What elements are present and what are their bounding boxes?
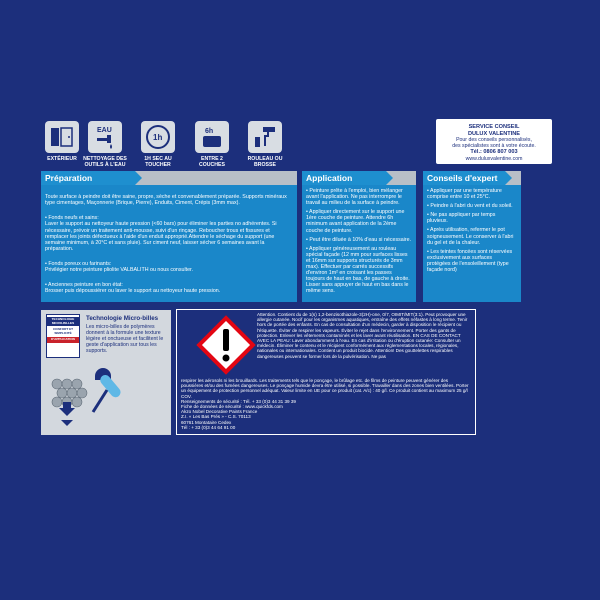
conseils-panel [423, 171, 521, 302]
contact-line: Tél : + 33 (0)3 44 64 91 00 [181, 424, 236, 430]
preparation-intro: Toute surface à peindre doit être saine, propre, sèche et convenablement préparée. Supports minéraux type cimentages, Maçonnerie (Brique, Pierre), Enduits, Ciment, Crépis (3mm max). [45, 194, 287, 207]
icon-label-sec: 1H SEC AU TOUCHER [144, 156, 172, 168]
contact-line: Akzo Nobel Decorative Paints France [181, 409, 258, 415]
icon-label-couches: ENTRE 2 COUCHES [199, 156, 225, 168]
contact-line: 60761 Montataire Cedex [181, 419, 232, 425]
stopwatch-icon-text: 6h [205, 128, 214, 135]
preparation-body [41, 185, 297, 302]
application-item: • Peinture prête à l'emploi, bien mélanger avant l'application. Ne pas interrompre le travail au milieu de la surface à peindre. [306, 188, 403, 207]
contact-line: Z.I. « Les Bas Prés » - C.S. 70113 [181, 414, 251, 420]
service-conseil-box [436, 119, 552, 164]
contact-line: Fiche de données de sécurité : www.quickfds.com [181, 404, 283, 410]
attention-text-bottom [181, 378, 471, 430]
application-item: • Peut être diluée à 10% d'eau si nécessaire. [306, 236, 412, 243]
attention-warning-text: Attention. Contient du de 1(s) 1,2-benzisothiazole-3(2H)-one, 0/7, OIMIT/MIT(3:1). Peut provoquer une allergie cutanée. Nocif pour les organismes aquatiques, entraîne des effets néfastes à long terme. Tenir hors de portée des enfants. En cas de consultation d'un médecin, garder à disposition le récipient ou l'étiquette. Éviter de respirer les vapeurs. Éviter le rejet dans l'environnement. Porter des gants de protection. Enlever les vêtements contaminés et les laver avant réutilisation. EN CAS DE CONTACT AVEC LA PEAU: Laver abondamment à l'eau. En cas d'irritation ou d'éruption cutanée: Consulter un médecin. Éliminer le contenu et le récipient conformément aux réglementations locales, régionales, nationales ou internationales. Contient un produit biocide. Attention! Des gouttelettes respirables dangereuses peuvent se former lors de la pulvérisation. Ne pas [257, 312, 468, 359]
icon-label-exterieur: EXTÉRIEUR [47, 156, 77, 162]
roller-brush-icon [248, 121, 282, 153]
clock-icon [141, 121, 175, 153]
badge-red-text: D'APPLICATION [47, 337, 79, 343]
application-body [302, 185, 416, 302]
conseils-item: • Les teintes foncées sont réservées exclusivement aux surfaces protégées de l'ensoleillement (type façade nord) [427, 248, 513, 274]
attention-warning-continued: respirer les aérosols ni les brouillards. Les traitements tels que le ponçage, le brûlage etc. de films de peinture peuvent générer des poussières et/ou des fumées dangereuses. Le ponçage humide devra être utilisé, si possible. Travailler dans des zones bien ventilées. Porter un équipement de protection personnel adéquat. Valeur limite en UE pour ce produit (cat. A/c) : 40 g/l. Ce produit contient au maximum 25 g/l COV. [181, 378, 469, 399]
hazard-exclamation-icon [196, 315, 256, 375]
icon-label-rouleau: ROULEAU OU BROSSE [247, 156, 283, 168]
service-text-1: Pour des conseils personnalisés, [456, 137, 532, 143]
conseils-title: Conseils d'expert [423, 171, 505, 185]
preparation-anciennes: • Anciennes peinture en bon état: Brosser puis dépoussiérer ou laver le support au nettoyeur haute pression. [45, 282, 221, 295]
preparation-panel [41, 171, 297, 302]
micro-billes-illustration-icon [49, 368, 127, 430]
house-exterior-icon [45, 121, 79, 153]
service-title: SERVICE CONSEIL [468, 124, 520, 130]
micro-billes-description: Les micro-billes de polymères donnent à la formule une texture légère et onctueuse et facilitent le geste d'application sur tous les supports. [86, 324, 164, 355]
conseils-body [423, 185, 521, 302]
tap-water-icon [88, 121, 122, 153]
service-brand: DULUX VALENTINE [467, 130, 521, 137]
application-panel [302, 171, 416, 302]
preparation-title: Préparation [41, 171, 135, 185]
clock-icon-text: 1h [153, 133, 163, 142]
service-text-2: des spécialistes sont à votre écoute. [452, 143, 536, 149]
micro-billes-panel [41, 310, 171, 435]
micro-billes-badge [46, 314, 80, 358]
contact-line: Renseignements de sécurité : Tél. + 33 (0)3 44 31 39 39 [181, 398, 296, 404]
application-item: • Appliquer directement sur le support une 1ère couche de peinture. Attendre 6h minimum avant application de la 2ème couche de peinture. [306, 209, 405, 234]
stopwatch-icon [195, 121, 229, 153]
attention-panel [176, 309, 476, 435]
badge-top-text: TECHNOLOGIE MICRO-BILLES [47, 317, 79, 326]
attention-text-top [257, 312, 472, 359]
preparation-fonds-poreux: • Fonds poreux ou farinants: Privilégier notre peinture pliolite VALBALITH ou nous consulter. [45, 261, 193, 274]
badge-mid-text: CONFORT ET SIMPLICITÉ [52, 327, 74, 335]
conseils-item: • Peindre à l'abri du vent et du soleil. [427, 203, 513, 210]
service-phone: Tél.: 0806 807 003 [470, 149, 518, 155]
service-website: www.duluxvalentine.com [465, 156, 523, 162]
icon-label-nettoyage: NETTOYAGE DES OUTILS À L'EAU [83, 156, 127, 168]
conseils-item: • Appliquer par une température comprise entre 10 et 25°C. [427, 188, 502, 201]
conseils-item: • Ne pas appliquer par temps pluvieux. [427, 212, 496, 225]
conseils-item: • Après utilisation, refermer le pot soigneusement. Le conserver à l'abri du gel et de la chaleur. [427, 227, 514, 246]
tap-water-icon-text: EAU [97, 127, 112, 134]
micro-billes-title: Technologie Micro-billes [86, 315, 159, 322]
preparation-fonds-neufs: • Fonds neufs et sains: Laver le support au nettoyeur haute pression (<60 bars) pour éliminer les parties no adhérentes. Si nécessaire, prévoir un traitement anti-mousse, suivi d'un rinçage. Reboucher trous et fissures et remplacer les joints défectueux à l'aide d'un enduit approprié.Attendre le séchage du support (une semaine minimum, à 20°C et sans pluie). Sur ciment neuf, laisser sécher 6 semaines avant la préparation. [45, 215, 277, 252]
application-item: • Appliquer généreusement au rouleau spécial façade (12 mm pour surfaces lisses et 16mm sur supports structurés de 3mm max). Effectuer par carrés successifs d'environ 1m² en croisant les passes toujours de haut en bas, de gauche à droite. Lisser sans appuyer de haut en bas dans le même sens. [306, 245, 410, 295]
application-title: Application [302, 171, 386, 185]
